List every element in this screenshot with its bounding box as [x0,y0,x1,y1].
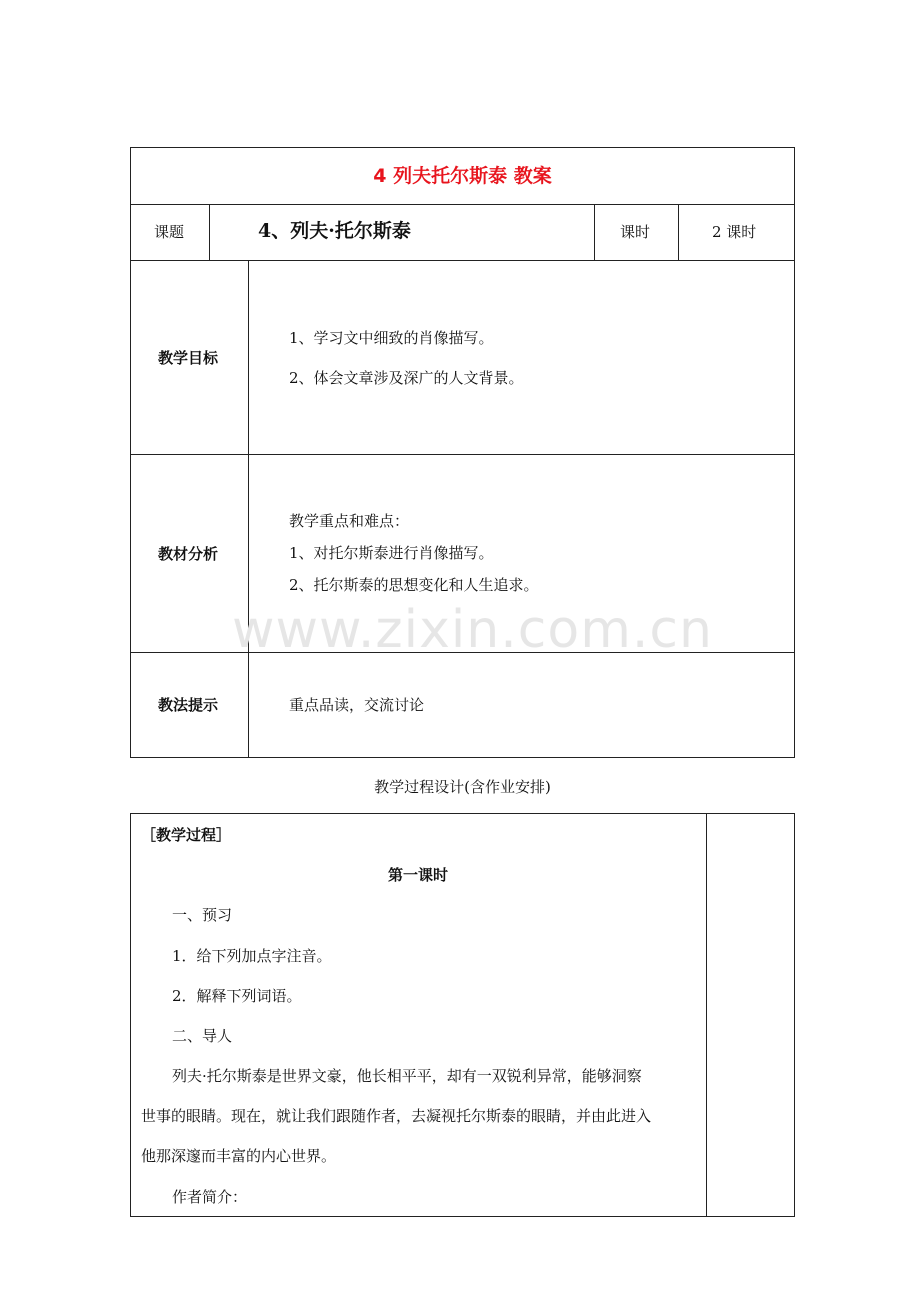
period-label: 课时 [620,223,651,241]
period-value: 2 课时 [712,223,757,241]
table-divider [130,454,795,455]
table-divider [678,204,679,260]
process-line: 一、预习 [172,906,233,924]
section-label-goals: 教学目标 [158,349,219,367]
section-line: 重点品读，交流讨论 [289,696,425,714]
table-divider [130,260,795,261]
section-line: 2、体会文章涉及深广的人文背景。 [289,369,524,387]
process-line: 作者简介： [172,1188,248,1206]
section-line: 2、托尔斯泰的思想变化和人生追求。 [289,576,539,594]
section-line: 1、学习文中细致的肖像描写。 [289,329,494,347]
process-title: 教学过程设计(含作业安排) [374,778,551,796]
process-line: 他那深邃而丰富的内心世界。 [141,1147,337,1165]
topic-value: 4、列夫·托尔斯泰 [258,220,411,242]
process-line: 2．解释下列词语。 [172,987,302,1005]
section-line: 教学重点和难点： [289,512,410,530]
document-title: 4 列夫托尔斯泰 教案 [373,165,552,187]
lesson-plan-table [130,147,795,758]
process-line: 世事的眼睛。现在，就让我们跟随作者，去凝视托尔斯泰的眼睛，并由此进入 [141,1107,652,1125]
process-header: ［教学过程］ [141,826,232,844]
watermark: www.zixin.com.cn [232,600,713,660]
table-divider [130,204,795,205]
process-line: 列夫·托尔斯泰是世界文豪，他长相平平，却有一双锐利异常，能够洞察 [172,1067,642,1085]
lesson-heading: 第一课时 [387,866,448,884]
table-divider [594,204,595,260]
section-label-method: 教法提示 [158,696,219,714]
table-divider [248,260,249,758]
table-divider [706,813,707,1217]
table-divider [209,204,210,260]
process-line: 1．给下列加点字注音。 [172,947,332,965]
section-line: 1、对托尔斯泰进行肖像描写。 [289,544,494,562]
section-label-analysis: 教材分析 [158,545,219,563]
process-line: 二、导人 [172,1027,233,1045]
topic-label: 课题 [154,223,185,241]
